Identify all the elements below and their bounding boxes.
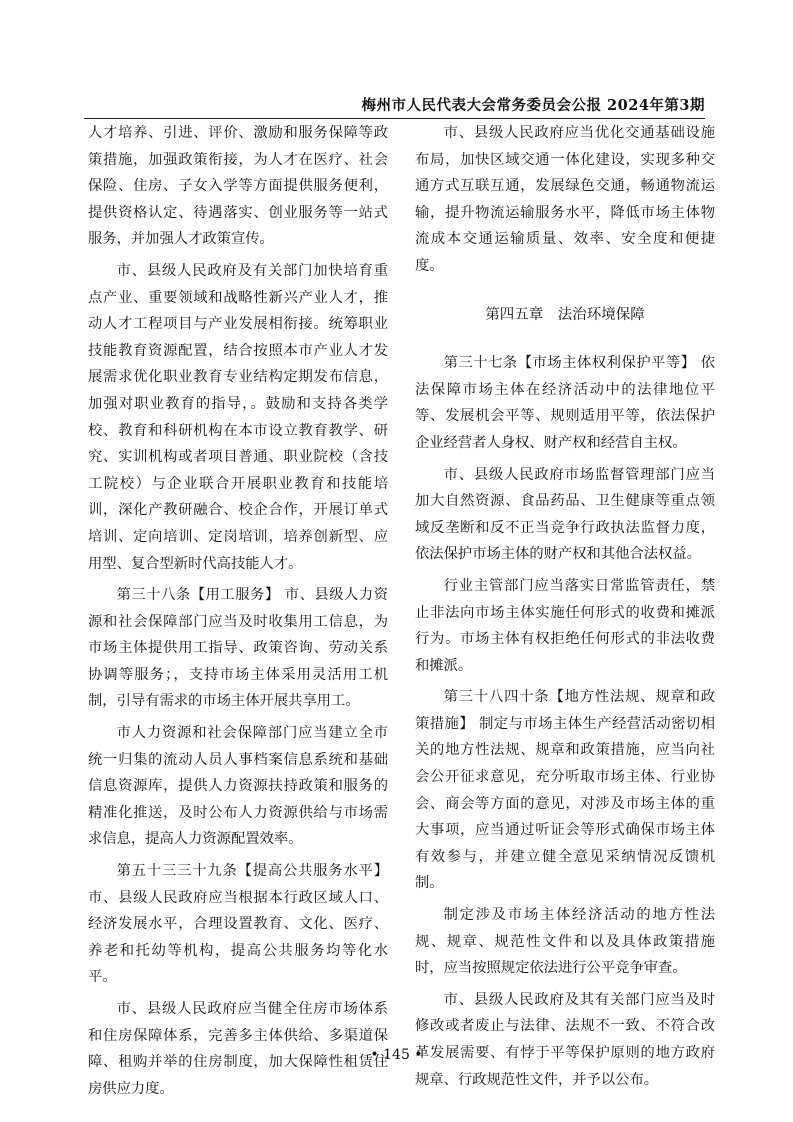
paragraph: 市人力资源和社会保障部门应当建立全市统一归集的流动人员人事档案信息系统和基础信息资源库，提供人力资源扶持政策和服务的精准化推送，及时公布人力资源供给与市场需求信息，提高人力资源配置效率。 xyxy=(88,725,388,848)
paragraph: 市、县级人民政府及有关部门加快培育重点产业、重要领域和战略性新兴产业人才，推动人才工程项目与产业发展相衔接。统筹职业技能教育资源配置，结合按照本市产业人才发展需求优化职业教育专业结构定期发布信息，加强对职业教育的指导，。鼓励和支持各类学校、教育和科研机构在本市设立教育教学、研究、实训机构或者项目普通、职业院校（含技工院校）与企业联合开展职业教育和技能培训，深化产教研融合、校企合作，开展订单式培训、定向培训、定岗培训，培养创新型、应用型、复合型新时代高技能人才。 xyxy=(88,262,388,572)
paragraph: 市、县级人民政府应当优化交通基础设施布局，加快区域交通一体化建设，实现多种交通方式互联互通，发展绿色交通，畅通物流运输，提升物流运输服务水平，降低市场主体物流成本交通运输质量、效率、安全度和便捷度。 xyxy=(415,125,715,274)
article-39: 第五十三三十九条【提高公共服务水平】 市、县级人民政府应当根据本行政区域人口、经济发展水平，合理设置教育、文化、医疗、养老和托幼等机构，提高公共服务均等化水平。 xyxy=(88,863,388,986)
article-40: 第三十八四十条【地方性法规、规章和政策措施】 制定与市场主体生产经营活动密切相关的地方性法规、规章和政策措施，应当向社会公开征求意见，充分听取市场主体、行业协会、商会等方面的意见，对涉及市场主体的重大事项，应当通过听证会等形式确保市场主体有效参与，并建立健全意见采纳情况反馈机制。 xyxy=(415,689,715,892)
page-number: • 145 • xyxy=(370,1047,423,1063)
chapter-title: 第四五章 法治环境保障 xyxy=(485,306,645,323)
paragraph: 行业主管部门应当落实日常监管责任，禁止非法向市场主体实施任何形式的收费和摊派行为。市场主体有权拒绝任何形式的非法收费和摊派。 xyxy=(415,577,715,674)
header-title: 梅州市人民代表大会常务委员会公报 2024年第3期 xyxy=(361,97,705,114)
paragraph: 人才培养、引进、评价、激励和服务保障等政策措施，加强政策衔接，为人才在医疗、社会保险、住房、子女入学等方面提供服务便利，提供资格认定、待遇落实、创业服务等一站式服务，并加强人才政策宣传。 xyxy=(88,125,388,248)
left-column xyxy=(88,120,388,1107)
right-column xyxy=(415,120,715,1098)
paragraph: 制定涉及市场主体经济活动的地方性法规、规章、规范性文件和以及具体政策措施时，应当按照规定依法进行公平竞争审查。 xyxy=(415,907,715,977)
article-37: 第三十七条【市场主体权利保护平等】 依法保障市场主体在经济活动中的法律地位平等、发展机会平等、规则适用平等，依法保护企业经营者人身权、财产权和经营自主权。 xyxy=(415,355,715,451)
paragraph: 市、县级人民政府及其有关部门应当及时修改或者废止与法律、法规不一致、不符合改革发展需要、有悖于平等保护原则的地方政府规章、行政规范性文件，并予以公布。 xyxy=(415,991,715,1088)
paragraph: 市、县级人民政府应当健全住房市场体系和住房保障体系，完善多主体供给、多渠道保障、租购并举的住房制度，加大保障性租赁住房供应力度。 xyxy=(88,1001,388,1097)
article-38: 第三十八条【用工服务】 市、县级人力资源和社会保障部门应当及时收集用工信息，为市场主体提供用工指导、政策咨询、劳动关系协调等服务；，支持市场主体采用灵活用工机制，引导有需求的市场主体开展共享用工。 xyxy=(88,587,388,710)
paragraph: 市、县级人民政府市场监督管理部门应当加大自然资源、食品药品、卫生健康等重点领域反垄断和反不正当竞争行政执法监督力度，依法保护市场主体的财产权和其他合法权益。 xyxy=(415,466,715,563)
page-header xyxy=(84,92,705,119)
